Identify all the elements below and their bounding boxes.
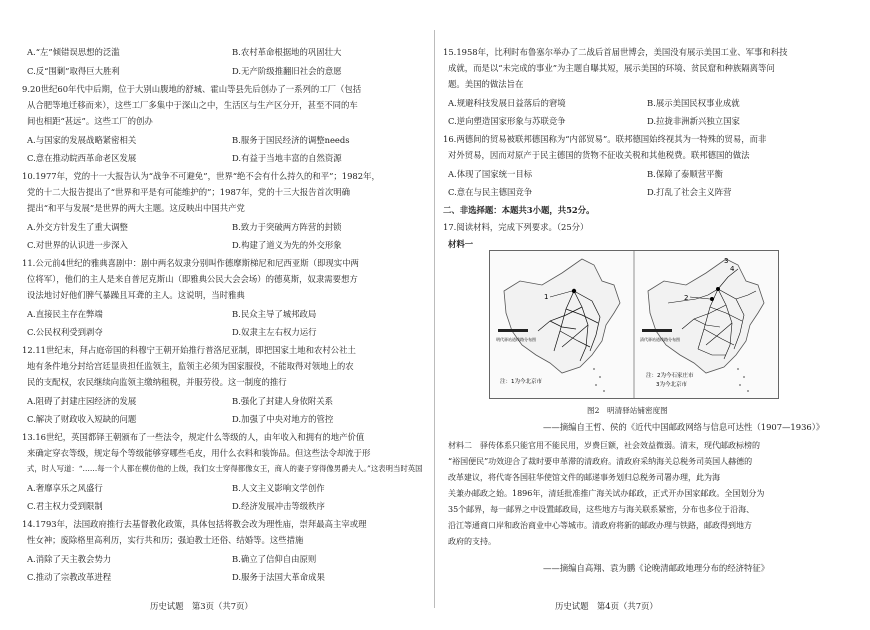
q12-option-d: D.加强了中央对地方的管控: [232, 414, 334, 424]
q8-option-d: D.无产阶级推翻旧社会的意愿: [232, 66, 342, 76]
q9-option-a: A.与国家的发展战略紧密相关: [27, 135, 137, 145]
q13-option-b: B.人文主义影响文学创作: [232, 483, 325, 493]
map-label-2: 2: [684, 294, 689, 302]
q15-stem-line-1: 15.1958年，比利时布鲁塞尔举办了二战后首届世博会，美国没有展示美国工业、军事和科技: [443, 47, 788, 57]
material-2-line-5: 35个邮界，每一邮界之中设置邮政局，这些地方与海关联系紧密，分布也多位于沿海、: [448, 505, 755, 514]
q12-stem-line-1: 12.11世纪末，拜占庭帝国的科穆宁王朝开始推行普洛尼亚制，即把国家土地和农村公社土: [22, 345, 356, 355]
q14-option-b: B.确立了信仰自由原则: [232, 554, 317, 564]
section-heading: 二、非选择题：本题共3小题，共52分。: [443, 205, 595, 215]
q14-stem-line-2: 性女神；废除格里高利历，实行共和历；强迫教士还俗、结婚等。这些措施: [27, 535, 304, 545]
q10-option-b: B.致力于突破两方阵营的封锁: [232, 222, 342, 232]
q10-stem-line-2: 党的十二大报告提出了“世界和平是有可能维护的”；1987年，党的十三大报告首次明确: [27, 187, 350, 197]
q13-option-d: D.经济发展冲击等级秩序: [232, 501, 325, 511]
map-label-3: 3: [724, 257, 729, 265]
page-footer-left: 历史试题 第3页（共7页）: [150, 601, 253, 611]
material-1-source: ——摘编自王哲、侯的《近代中国邮政网络与信息可达性（1907—1936）》: [543, 422, 825, 432]
q14-option-a: A.消除了天主教会势力: [27, 554, 112, 564]
left-map-note: 注：1为今北京市: [500, 379, 542, 385]
page-footer-right: 历史试题 第4页（共7页）: [555, 601, 658, 611]
map-illustration: [490, 251, 778, 398]
q10-option-c: C.对世界的认识进一步深入: [27, 240, 128, 250]
q11-option-c: C.公民权利受到剥夺: [27, 327, 103, 337]
q9-stem-line-2: 从合肥等地迁移而来），这些工厂多集中于深山之中，生活区与生产区分开，甚至不同的车: [27, 100, 358, 110]
q11-stem-line-1: 11.公元前4世纪的雅典喜剧中：剧中两名奴隶分别叫作德摩斯梯尼和尼西亚斯（即现实中两: [22, 258, 359, 268]
q10-stem-line-3: 提出“和平与发展”是世界的两大主题。这反映出中国共产党: [27, 203, 245, 213]
q16-option-a: A.体现了国家统一目标: [448, 169, 533, 179]
map-label-1: 1: [544, 293, 549, 301]
q8-option-a: A.“左”倾错误思想的泛滥: [27, 47, 120, 57]
q13-option-a: A.奢靡享乐之风盛行: [27, 483, 103, 493]
material-2-line-7: 政府的支持。: [448, 537, 496, 546]
q13-stem-line-3: 式，时人写道：“……每一个人都在模仿他的上级，我们女士穿得都像女王，商人的妻子穿得像男爵夫人。”这表明当时英国: [27, 464, 423, 473]
q8-option-b: B.农村革命根据地的巩固壮大: [232, 47, 342, 57]
q12-stem-line-2: 地有条件地分封给宫廷显贵担任监领主，监领主必须为国家服役，不能取得对领地上的农: [27, 361, 354, 371]
q13-option-c: C.君主权力受到限制: [27, 501, 103, 511]
q15-stem-line-3: 题。美国的做法旨在: [448, 79, 524, 89]
q14-option-c: C.推动了宗教改革进程: [27, 572, 112, 582]
left-map-legend: 明代驿站道线路分布图: [496, 337, 536, 342]
q16-option-d: D.打乱了社会主义阵营: [647, 187, 732, 197]
right-page: [435, 0, 870, 630]
q9-stem-line-3: 间也相距“甚远”。这些工厂的创办: [27, 116, 153, 126]
q14-stem-line-1: 14.1793年，法国政府推行去基督教化政策，具体包括将教会改为理性庙，崇拜最高主宰或理: [22, 519, 367, 529]
q16-option-b: B.保障了泰顺营平衡: [647, 169, 723, 179]
q8-option-c: C.反“围剿”取得巨大胜利: [27, 66, 120, 76]
q10-option-d: D.构建了道义为先的外交形象: [232, 240, 342, 250]
q10-stem-line-1: 10.1977年，党的十一大报告认为“战争不可避免”，世界“绝不会有什么持久的和平”；1982年，: [22, 171, 380, 181]
q12-option-a: A.阻碍了封建庄园经济的发展: [27, 396, 137, 406]
q15-option-c: C.逆向塑造国家形象与苏联竞争: [448, 116, 566, 126]
material-1-label: 材料一: [448, 239, 474, 249]
q12-stem-line-3: 民的支配权，农民继续向监领主缴纳租税，并服劳役。这一制度的推行: [27, 377, 287, 387]
q14-option-d: D.服务于法国大革命成果: [232, 572, 325, 582]
q16-stem-line-2: 对外贸易，因而对原产于民主德国的货物不征收关税和其他税费。联邦德国的做法: [448, 150, 750, 160]
q9-stem-line-1: 9.20世纪60年代中后期，位于大别山腹地的舒城、霍山等县先后创办了一系列的工厂（包括: [22, 84, 362, 94]
q11-stem-line-2: 位将军），他们的主人是来自普尼克斯山（即雅典公民大会会场）的德莫斯，奴隶需要想方: [27, 274, 358, 284]
q12-option-b: B.强化了封建人身依附关系: [232, 396, 333, 406]
figure-caption: 图2 明清驿站铺密度图: [587, 406, 668, 415]
q11-stem-line-3: 设法地讨好他们脾气暴躁且耳聋的主人。这说明，当时雅典: [27, 290, 245, 300]
right-map-note-2: 3为今北京市: [656, 382, 687, 388]
q15-stem-line-2: 成就，而是以“未完成的事业”为主题自曝其短，展示美国的环境、贫民窟和种族隔离等问: [448, 63, 775, 73]
material-2-line-4: 关兼办邮政之始。1896年，清廷批准推广海关试办邮政，正式开办国家邮政。全国划分为: [448, 489, 765, 498]
q12-option-c: C.解决了财政收入短缺的问题: [27, 414, 137, 424]
material-2-line-2: “裕国便民”功效迎合了裁时要申革滞的清政府。清政府采纳海关总税务司英国人赫德的: [448, 457, 753, 466]
q11-option-a: A.直接民主存在弊端: [27, 309, 103, 319]
q11-option-b: B.民众主导了城邦政局: [232, 309, 317, 319]
q9-option-d: D.有益于当地丰富的自然资源: [232, 153, 342, 163]
material-2-line-6: 沿江等通商口岸和政治商业中心等城市。清政府将新的邮政办理与铁路，邮政得到地方: [448, 521, 752, 530]
q15-option-a: A.规避科技发展日益落后的窘境: [448, 98, 566, 108]
right-map-note-1: 注：2为今石家庄市: [646, 373, 694, 379]
q16-stem-line-1: 16.两德间的贸易被联邦德国称为“内部贸易”。联邦德国始终视其为一特殊的贸易，而非: [443, 134, 767, 144]
map-figure: [489, 250, 779, 399]
material-2-line-3: 改革建议，将代寄各国驻华使馆文件的邮递事务划归总税务司署办理，此为海: [448, 473, 720, 482]
q16-option-c: C.意在与民主德国竞争: [448, 187, 533, 197]
material-2-source: ——摘编自高翔、袁为鹏《论晚清邮政地理分布的经济特征》: [543, 563, 770, 573]
map-label-4: 4: [730, 265, 735, 273]
material-2-line-1: 材料二 驿传体系只能官用不能民用，岁费巨额，社会效益微弱。清末，现代邮政标榜的: [448, 441, 760, 450]
q13-stem-line-1: 13.16世纪，英国都铎王朝颁布了一些法令，规定什么等级的人，由年收入和拥有的地产价值: [22, 432, 365, 442]
q10-option-a: A.外交方针发生了重大调整: [27, 222, 128, 232]
right-map-legend: 清代驿站道线路分布图: [640, 337, 680, 342]
q9-option-b: B.服务于国民经济的调整needs: [232, 135, 350, 145]
q15-option-d: D.拉拢非洲新兴独立国家: [647, 116, 740, 126]
q13-stem-line-2: 来确定穿衣等级，规定每个等级能够穿哪些毛皮，用什么衣料和装饰品。但这些法令却流于形: [27, 448, 371, 458]
q17-stem: 17.阅读材料，完成下列要求。（25分）: [443, 222, 589, 232]
q9-option-c: C.意在推动皖西革命老区发展: [27, 153, 137, 163]
q11-option-d: D.奴隶主左右权力运行: [232, 327, 317, 337]
q15-option-b: B.展示美国民权事业成就: [647, 98, 740, 108]
